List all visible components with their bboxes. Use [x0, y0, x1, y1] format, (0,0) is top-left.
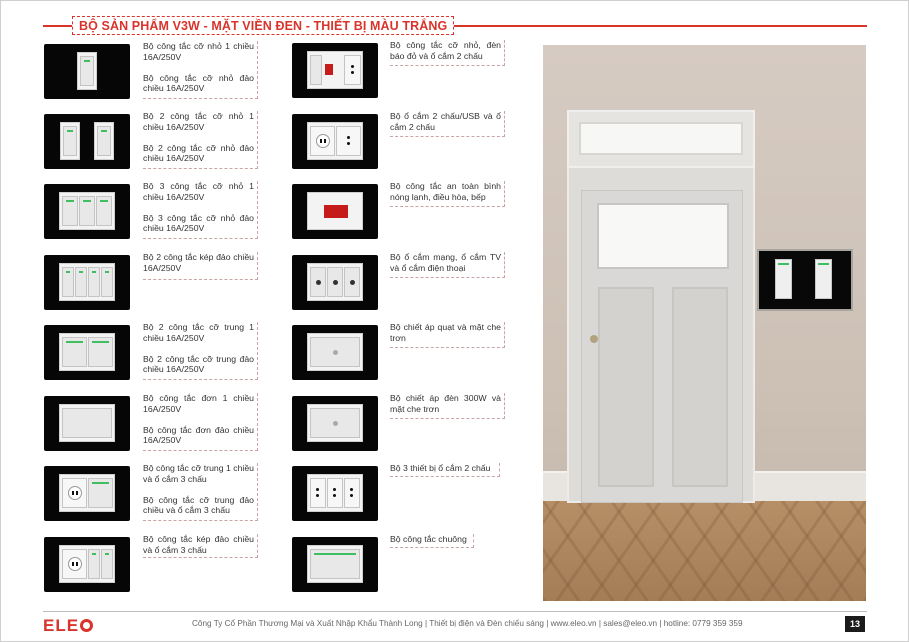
socket-module — [310, 126, 335, 156]
product-description — [390, 181, 505, 207]
switch-plate — [307, 404, 363, 442]
socket-2pin-icon — [348, 488, 356, 498]
description-line: Bộ 2 công tắc cỡ trung 1 chiều 16A/250V — [143, 322, 254, 343]
switch-plate — [59, 404, 115, 442]
footer-contact: Công Ty Cổ Phần Thương Mại và Xuất Nhập Khẩu Thành Long | Thiết bị điện và Đèn chiếu sáng | www.eleo.vn | sales@eleo.vn | hotline: 0779 359 359 — [192, 619, 743, 628]
red-indicator-icon — [325, 64, 333, 75]
product-image-bell-switch — [292, 537, 378, 592]
indicator-led — [67, 130, 73, 132]
switch-rocker — [79, 196, 95, 226]
switch-plate — [59, 333, 115, 371]
product-description — [390, 322, 505, 348]
product-image-network-tv-phone — [292, 255, 378, 310]
transom-window — [579, 122, 743, 155]
room-photo — [543, 45, 866, 601]
description-line: Bộ công tắc đơn đảo chiều 16A/250V — [143, 424, 254, 446]
indicator-led — [778, 263, 789, 265]
description-line: Bộ 2 công tắc kép đảo chiều 16A/250V — [143, 252, 254, 273]
switch-rocker — [775, 259, 792, 299]
product-description — [390, 111, 505, 137]
socket-module — [62, 478, 87, 508]
description-line: Bộ công tắc kép đảo chiều và ổ cắm 3 chấu — [143, 534, 254, 555]
switch-rocker — [62, 408, 112, 438]
socket-module — [344, 55, 361, 85]
product-description — [143, 181, 258, 239]
switch-rocker — [62, 267, 74, 297]
dimmer-module — [310, 408, 360, 438]
switch-plate — [307, 263, 363, 301]
wall-mounted-switch — [757, 249, 853, 311]
socket-3pin-icon — [68, 557, 82, 571]
description-line: Bộ công tắc cỡ nhỏ 1 chiều 16A/250V — [143, 41, 254, 62]
red-rocker-icon — [324, 205, 348, 218]
switch-rocker — [63, 126, 77, 156]
socket-3pin-icon — [68, 486, 82, 500]
description-line: Bộ chiết áp đèn 300W và mặt che trơn — [390, 393, 501, 414]
product-description — [390, 534, 474, 548]
tv-port-icon — [333, 280, 338, 285]
product-image-double-small-switch — [44, 114, 130, 169]
door — [581, 190, 743, 503]
fan-dimmer-icon — [333, 350, 338, 355]
product-description — [390, 463, 500, 477]
description-line: Bộ 2 công tắc cỡ nhỏ đảo chiều 16A/250V — [143, 142, 254, 164]
product-description — [143, 252, 258, 280]
switch-plate — [59, 545, 115, 583]
wood-floor — [543, 501, 866, 601]
socket-2pin-icon — [314, 488, 322, 498]
switch-plate — [307, 474, 363, 512]
product-image-double-dual-switch — [44, 255, 130, 310]
product-image-double-medium-switch — [44, 325, 130, 380]
switch-rocker — [101, 267, 113, 297]
switch-rocker — [75, 267, 87, 297]
product-description — [143, 41, 258, 99]
description-line: Bộ công tắc an toàn bình nóng lạnh, điều hòa, bếp — [390, 181, 501, 202]
description-line: Bộ công tắc chuông — [390, 534, 467, 544]
light-dimmer-icon — [333, 421, 338, 426]
product-description — [390, 393, 505, 419]
switch-plate — [77, 52, 97, 90]
footer-rule — [43, 611, 867, 612]
door-panel — [598, 287, 654, 487]
socket-usb-icon — [316, 134, 330, 148]
network-port-icon — [316, 280, 321, 285]
switch-rocker — [88, 267, 100, 297]
door-knob — [590, 335, 598, 343]
switch-rocker — [80, 56, 94, 86]
socket-module — [344, 478, 360, 508]
switch-rocker — [101, 549, 113, 579]
product-image-light-dimmer — [292, 396, 378, 451]
switch-plate — [59, 192, 115, 230]
socket-2pin-icon — [345, 136, 353, 146]
product-description — [390, 40, 505, 66]
socket-module — [310, 267, 326, 297]
indicator-led — [66, 200, 74, 202]
socket-module — [327, 478, 343, 508]
indicator-led — [66, 341, 83, 343]
indicator-led — [105, 271, 109, 273]
switch-rocker — [310, 549, 360, 579]
logo-text: ELE — [43, 616, 80, 635]
indicator-led — [314, 553, 356, 555]
product-image-triple-small-switch — [44, 184, 130, 239]
switch-rocker — [62, 196, 78, 226]
description-line: Bộ công tắc cỡ trung đảo chiều và ổ cắm 3 chấu — [143, 494, 254, 516]
indicator-led — [92, 553, 96, 555]
description-line: Bộ chiết áp quạt và mặt che trơn — [390, 322, 501, 343]
switch-rocker — [310, 55, 322, 85]
product-image-fan-dimmer — [292, 325, 378, 380]
brand-logo — [43, 616, 93, 636]
product-image-single-large-switch — [44, 396, 130, 451]
description-line: Bộ 3 công tắc cỡ nhỏ 1 chiều 16A/250V — [143, 181, 254, 202]
socket-module — [327, 267, 343, 297]
indicator-led — [84, 60, 90, 62]
description-line: Bộ 2 công tắc cỡ trung đảo chiều 16A/250V — [143, 353, 254, 375]
indicator-led — [101, 130, 107, 132]
indicator-led — [818, 263, 829, 265]
switch-plate — [307, 122, 363, 160]
switch-plate — [59, 263, 115, 301]
door-panel — [672, 287, 728, 487]
indicator-led — [100, 200, 108, 202]
product-image-triple-socket — [292, 466, 378, 521]
description-line: Bộ công tắc cỡ trung 1 chiều và ổ cắm 3 chấu — [143, 463, 254, 484]
indicator-led — [92, 482, 109, 484]
switch-rocker — [97, 126, 111, 156]
product-description — [143, 534, 258, 558]
switch-plate — [307, 333, 363, 371]
page-title: BỘ SẢN PHẨM V3W - MẶT VIỀN ĐEN - THIẾT BỊ MÀU TRẮNG — [79, 18, 448, 33]
switch-plate — [307, 545, 363, 583]
description-line: Bộ công tắc cỡ nhỏ đảo chiều 16A/250V — [143, 72, 254, 94]
socket-module — [310, 478, 326, 508]
switch-rocker — [88, 478, 113, 508]
indicator-led — [92, 271, 96, 273]
socket-2pin-icon — [331, 488, 339, 498]
product-description — [143, 111, 258, 169]
switch-rocker — [88, 549, 100, 579]
product-image-usb-socket — [292, 114, 378, 169]
product-image-safety-switch — [292, 184, 378, 239]
switch-plate — [94, 122, 114, 160]
door-window — [597, 203, 729, 269]
page-number: 13 — [845, 616, 865, 632]
description-line: Bộ 3 thiết bị ổ cắm 2 chấu — [390, 463, 491, 473]
indicator-led — [66, 271, 70, 273]
indicator-led — [79, 271, 83, 273]
description-line: Bộ công tắc đơn 1 chiều 16A/250V — [143, 393, 254, 414]
switch-plate — [307, 192, 363, 230]
description-line: Bộ ổ cắm 2 chấu/USB và ổ cắm 2 chấu — [390, 111, 501, 132]
switch-plate — [59, 474, 115, 512]
product-image-single-small-switch — [44, 44, 130, 99]
product-description — [390, 252, 505, 278]
product-image-switch-lamp-socket — [292, 43, 378, 98]
socket-module — [336, 126, 361, 156]
logo-mark — [80, 619, 93, 632]
description-line: Bộ 3 công tắc cỡ nhỏ đảo chiều 16A/250V — [143, 212, 254, 234]
switch-rocker — [62, 337, 87, 367]
description-line: Bộ 2 công tắc cỡ nhỏ 1 chiều 16A/250V — [143, 111, 254, 132]
socket-2pin-icon — [349, 65, 357, 75]
indicator-led — [105, 553, 109, 555]
socket-module — [344, 267, 360, 297]
product-image-switch-and-socket — [44, 466, 130, 521]
description-line: Bộ ổ cắm mạng, ổ cắm TV và ổ cắm điện thoại — [390, 252, 501, 273]
product-image-dual-switch-and-socket — [44, 537, 130, 592]
switch-plate — [60, 122, 80, 160]
phone-port-icon — [350, 280, 355, 285]
switch-rocker — [88, 337, 113, 367]
indicator-led — [92, 341, 109, 343]
switch-plate — [307, 51, 363, 89]
socket-module — [62, 549, 87, 579]
product-description — [143, 393, 258, 451]
header-box — [72, 16, 454, 35]
product-description — [143, 322, 258, 380]
product-description — [143, 463, 258, 521]
description-line: Bộ công tắc cỡ nhỏ, đèn báo đỏ và ổ cắm 2 chấu — [390, 40, 501, 61]
indicator-led — [83, 200, 91, 202]
dimmer-module — [310, 337, 360, 367]
switch-rocker — [96, 196, 112, 226]
switch-rocker — [815, 259, 832, 299]
